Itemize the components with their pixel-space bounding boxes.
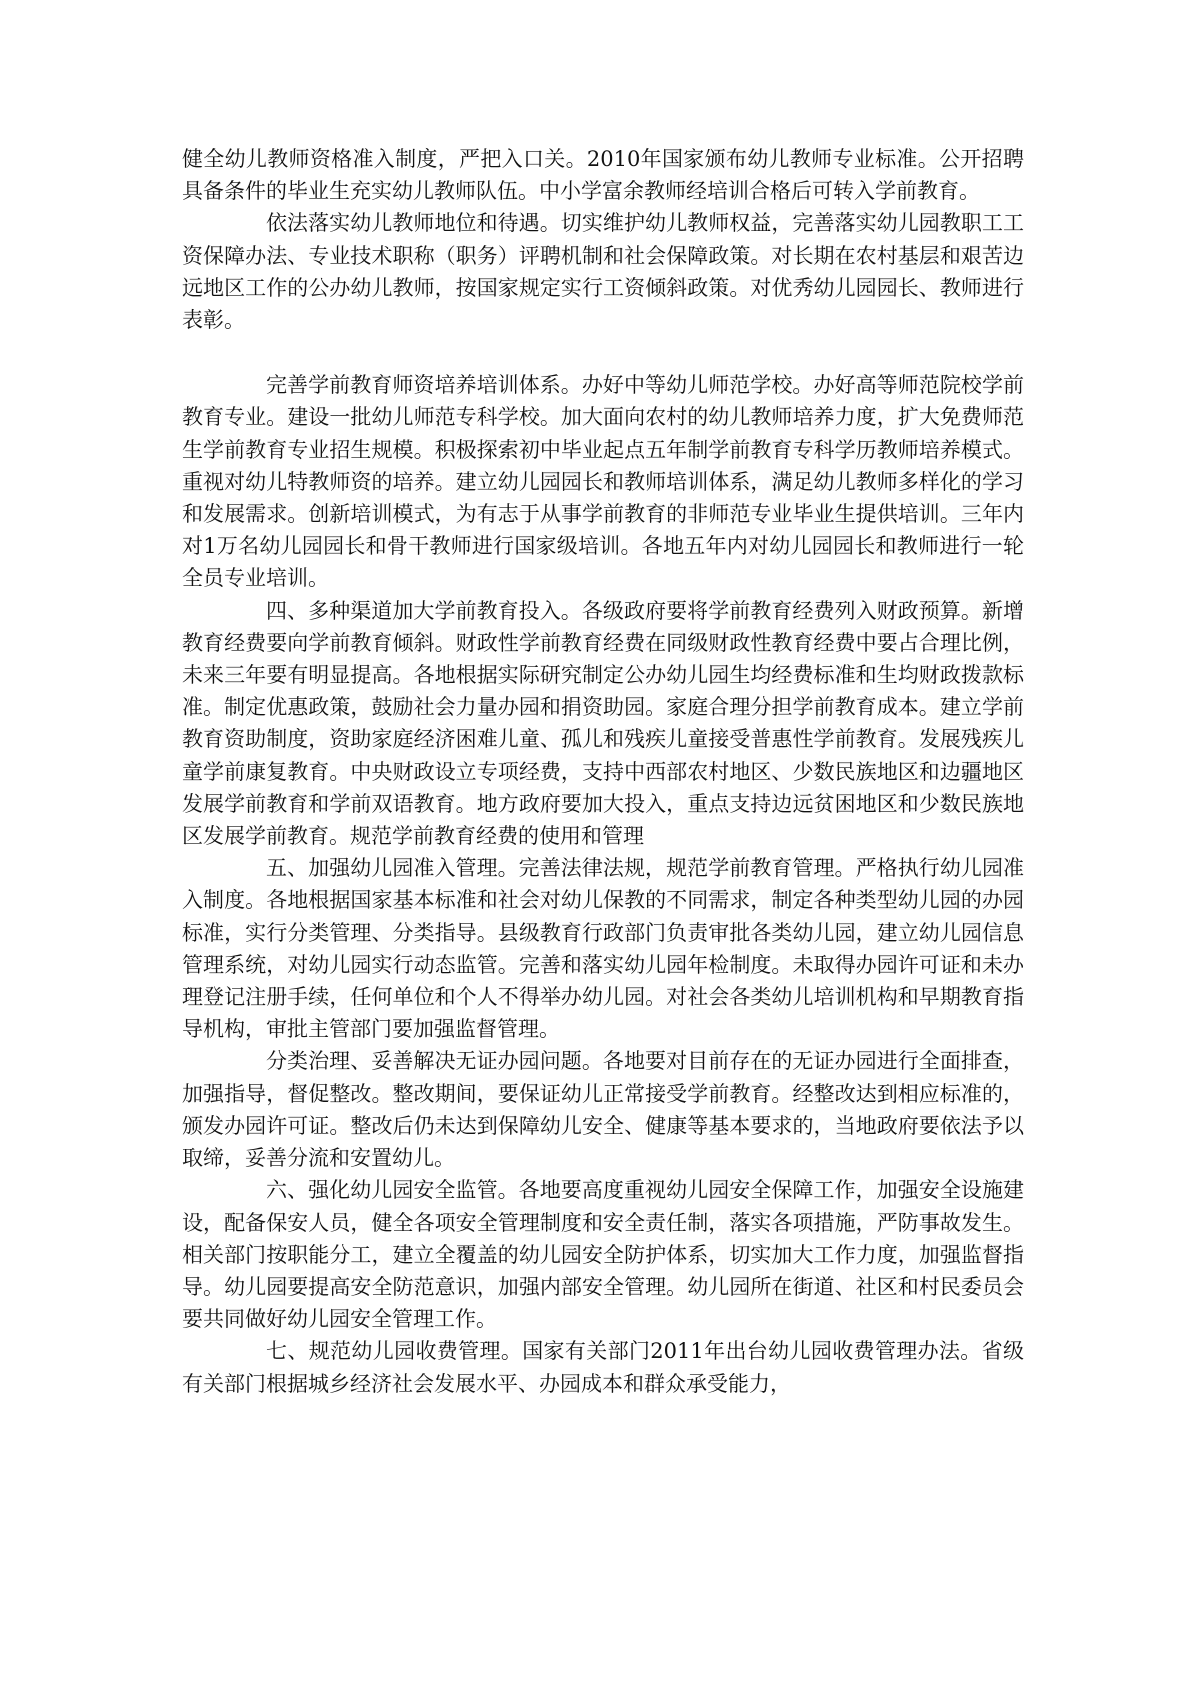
- paragraph-section-six-safety: 六、强化幼儿园安全监管。各地要高度重视幼儿园安全保障工作，加强安全设施建设，配备保安人员，健全各项安全管理制度和安全责任制，落实各项措施，严防事故发生。相关部门按职能分工，建立全覆盖的幼儿园安全防护体系，切实加大工作力度，加强监督指导。幼儿园要提高安全防范意识，加强内部安全管理。幼儿园所在街道、社区和村民委员会要共同做好幼儿园安全管理工作。: [182, 1178, 1024, 1332]
- paragraph-teacher-status: 依法落实幼儿教师地位和待遇。切实维护幼儿教师权益，完善落实幼儿园教职工工资保障办法、专业技术职称（职务）评聘机制和社会保障政策。对长期在农村基层和艰苦边远地区工作的公办幼儿教师，按国家规定实行工资倾斜政策。对优秀幼儿园园长、教师进行表彰。: [182, 211, 1024, 333]
- paragraph-teacher-training: 完善学前教育师资培养培训体系。办好中等幼儿师范学校。办好高等师范院校学前教育专业。建设一批幼儿师范专科学校。加大面向农村的幼儿教师培养力度，扩大免费师范生学前教育专业招生规模。积极探索初中毕业起点五年制学前教育专科学历教师培养模式。重视对幼儿特教师资的培养。建立幼儿园园长和教师培训体系，满足幼儿教师多样化的学习和发展需求。创新培训模式，为有志于从事学前教育的非师范专业毕业生提供培训。三年内对1万名幼儿园园长和骨干教师进行国家级培训。各地五年内对幼儿园园长和教师进行一轮全员专业培训。: [182, 373, 1024, 591]
- paragraph-section-seven-fees: 七、规范幼儿园收费管理。国家有关部门2011年出台幼儿园收费管理办法。省级有关部门根据城乡经济社会发展水平、办园成本和群众承受能力，: [182, 1339, 1024, 1396]
- paragraph-section-five-admission: 五、加强幼儿园准入管理。完善法律法规，规范学前教育管理。严格执行幼儿园准入制度。各地根据国家基本标准和社会对幼儿保教的不同需求，制定各种类型幼儿园的办园标准，实行分类管理、分类指导。县级教育行政部门负责审批各类幼儿园，建立幼儿园信息管理系统，对幼儿园实行动态监管。完善和落实幼儿园年检制度。未取得办园许可证和未办理登记注册手续，任何单位和个人不得举办幼儿园。对社会各类幼儿培训机构和早期教育指导机构，审批主管部门要加强监督管理。: [182, 856, 1024, 1042]
- document-body: [182, 143, 1024, 1400]
- paragraph-teacher-qualification: 健全幼儿教师资格准入制度，严把入口关。2010年国家颁布幼儿教师专业标准。公开招聘具备条件的毕业生充实幼儿教师队伍。中小学富余教师经培训合格后可转入学前教育。: [182, 147, 1024, 204]
- paragraph-unlicensed-kindergartens: 分类治理、妥善解决无证办园问题。各地要对目前存在的无证办园进行全面排查，加强指导，督促整改。整改期间，要保证幼儿正常接受学前教育。经整改达到相应标准的，颁发办园许可证。整改后仍未达到保障幼儿安全、健康等基本要求的，当地政府要依法予以取缔，妥善分流和安置幼儿。: [182, 1049, 1024, 1171]
- paragraph-section-four-investment: 四、多种渠道加大学前教育投入。各级政府要将学前教育经费列入财政预算。新增教育经费要向学前教育倾斜。财政性学前教育经费在同级财政性教育经费中要占合理比例，未来三年要有明显提高。各地根据实际研究制定公办幼儿园生均经费标准和生均财政拨款标准。制定优惠政策，鼓励社会力量办园和捐资助园。家庭合理分担学前教育成本。建立学前教育资助制度，资助家庭经济困难儿童、孤儿和残疾儿童接受普惠性学前教育。发展残疾儿童学前康复教育。中央财政设立专项经费，支持中西部农村地区、少数民族地区和边疆地区发展学前教育和学前双语教育。地方政府要加大投入，重点支持边远贫困地区和少数民族地区发展学前教育。规范学前教育经费的使用和管理: [182, 598, 1024, 849]
